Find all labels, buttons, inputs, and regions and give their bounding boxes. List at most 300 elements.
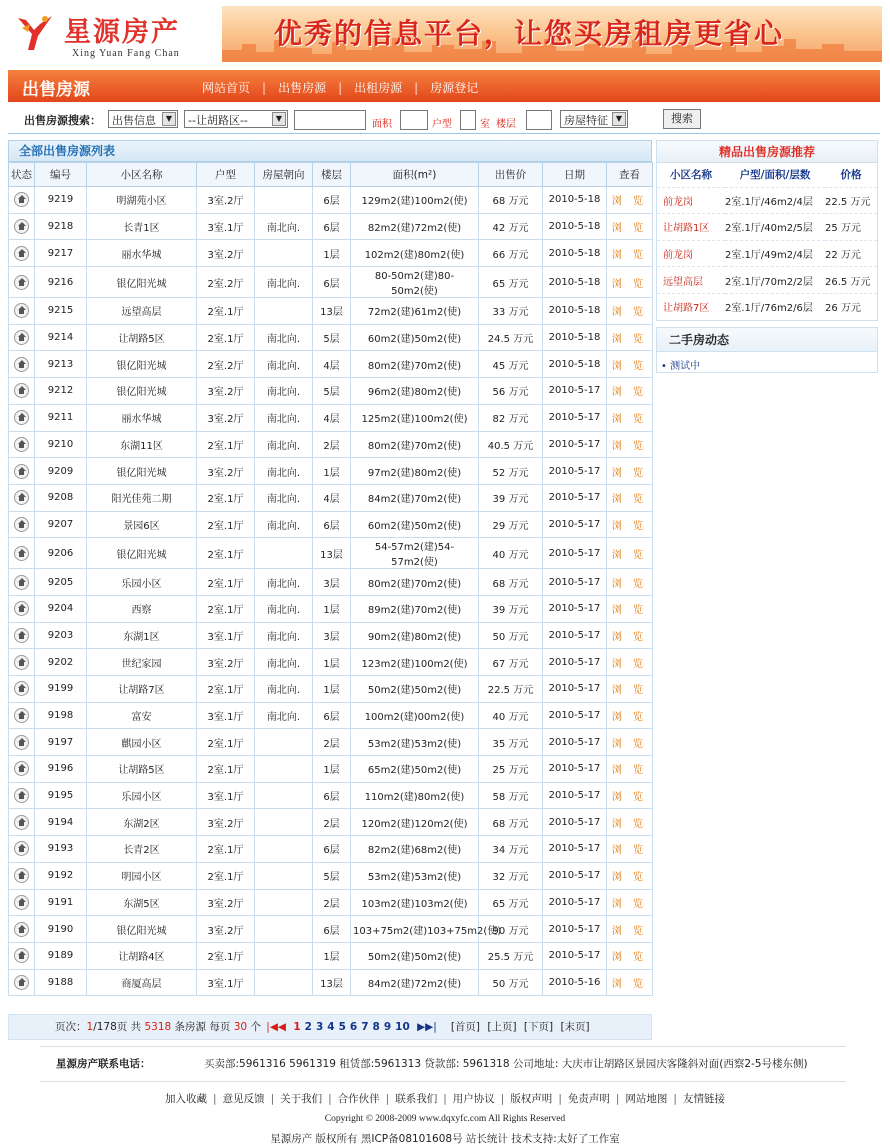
cell-dir: 南北向. — [255, 378, 313, 405]
cell-price: 39 万元 — [479, 484, 543, 511]
cell-area: 60m2(建)50m2(使) — [351, 511, 479, 538]
cell-date: 2010-5-17 — [543, 862, 607, 889]
status-cell — [9, 404, 35, 431]
view-cell — [607, 622, 653, 649]
cell-area: 123m2(建)100m2(使) — [351, 649, 479, 676]
view-cell — [607, 351, 653, 378]
view-link[interactable]: 浏 览 — [611, 334, 648, 346]
nav-link-rent[interactable]: 出租房源 — [354, 81, 403, 95]
cell-id: 9209 — [35, 458, 87, 485]
view-link[interactable]: 浏 览 — [611, 898, 648, 910]
view-link[interactable]: 浏 览 — [611, 952, 648, 964]
footer-separator: | — [270, 1093, 275, 1105]
cell-date: 2010-5-16 — [543, 969, 607, 996]
view-link[interactable]: 浏 览 — [611, 223, 648, 235]
status-cell — [9, 916, 35, 943]
pager-first[interactable]: [首页] — [450, 1021, 481, 1033]
footer-link[interactable]: 联系我们 — [395, 1093, 438, 1105]
cell-price: 90 万元 — [479, 916, 543, 943]
house-icon — [14, 383, 29, 398]
cell-date: 2010-5-17 — [543, 889, 607, 916]
chevron-down-icon: ▼ — [272, 112, 286, 126]
cell-type: 2室.1厅 — [197, 595, 255, 622]
cell-id: 9212 — [35, 378, 87, 405]
view-cell — [607, 240, 653, 267]
house-icon — [14, 219, 29, 234]
footer-link[interactable]: 用户协议 — [452, 1093, 495, 1105]
house-icon — [14, 410, 29, 425]
status-cell — [9, 649, 35, 676]
listing-table — [8, 162, 653, 996]
cell-type: 2室.1厅 — [197, 836, 255, 863]
cell-type: 2室.1厅 — [197, 431, 255, 458]
status-cell — [9, 595, 35, 622]
view-link[interactable]: 浏 览 — [611, 631, 648, 643]
view-link[interactable]: 浏 览 — [611, 387, 648, 399]
cell-date: 2010-5-17 — [543, 511, 607, 538]
table-row — [9, 431, 653, 458]
listing-rows — [9, 187, 653, 996]
cell-price: 58 万元 — [479, 782, 543, 809]
view-link[interactable]: 浏 览 — [611, 818, 648, 830]
table-row — [9, 351, 653, 378]
view-link[interactable]: 浏 览 — [611, 872, 648, 884]
table-row — [9, 511, 653, 538]
house-icon — [14, 575, 29, 590]
cell-price: 45 万元 — [479, 351, 543, 378]
cell-dir: 南北向. — [255, 569, 313, 596]
cell-price: 34 万元 — [479, 836, 543, 863]
col-type: 户型 — [197, 163, 255, 187]
cell-date: 2010-5-17 — [543, 595, 607, 622]
nav-separator: | — [338, 81, 343, 95]
last-page-icon[interactable]: ▶▶| — [417, 1021, 437, 1033]
view-link[interactable]: 浏 览 — [611, 307, 648, 319]
type-select[interactable] — [108, 110, 178, 128]
cell-name: 银亿阳光城 — [87, 351, 197, 378]
cell-name: 东湖5区 — [87, 889, 197, 916]
cell-date: 2010-5-17 — [543, 702, 607, 729]
cell-floor: 2层 — [313, 809, 351, 836]
status-cell — [9, 511, 35, 538]
table-row — [9, 622, 653, 649]
cell-type: 2室.1厅 — [197, 569, 255, 596]
nav-link-register[interactable]: 房源登记 — [430, 81, 479, 95]
cell-type: 2室.1厅 — [197, 298, 255, 325]
view-link[interactable]: 浏 览 — [611, 549, 648, 561]
table-header-row — [9, 163, 653, 187]
view-link[interactable]: 浏 览 — [611, 520, 648, 532]
view-cell — [607, 213, 653, 240]
table-row — [9, 538, 653, 569]
view-link[interactable]: 浏 览 — [611, 685, 648, 697]
view-cell — [607, 676, 653, 703]
rec-name-link[interactable]: 让胡路7区 — [657, 293, 725, 320]
view-link[interactable]: 浏 览 — [611, 738, 648, 750]
page-number-link[interactable]: 10 — [395, 1021, 410, 1033]
cell-price: 68 万元 — [479, 569, 543, 596]
rec-info: 2室.1厅/49m2/4层 — [725, 240, 825, 267]
cell-area: 80m2(建)70m2(使) — [351, 569, 479, 596]
cell-id: 9202 — [35, 649, 87, 676]
view-link[interactable]: 浏 览 — [611, 925, 648, 937]
cell-id: 9191 — [35, 889, 87, 916]
cell-name: 银亿阳光城 — [87, 916, 197, 943]
cell-dir: 南北向. — [255, 676, 313, 703]
cell-name: 让胡路5区 — [87, 756, 197, 783]
cell-price: 68 万元 — [479, 187, 543, 214]
house-icon — [14, 655, 29, 670]
room-label: 户型 — [432, 119, 452, 130]
cell-date: 2010-5-17 — [543, 569, 607, 596]
contact-label: 星源房产联系电话： — [56, 1058, 151, 1070]
cell-floor: 3层 — [313, 569, 351, 596]
cell-name: 乐园小区 — [87, 782, 197, 809]
cell-type: 3室.2厅 — [197, 404, 255, 431]
table-row — [9, 782, 653, 809]
view-cell — [607, 916, 653, 943]
cell-name: 让胡路4区 — [87, 942, 197, 969]
cell-type: 3室.2厅 — [197, 458, 255, 485]
recommend-row — [657, 293, 877, 320]
cell-dir — [255, 782, 313, 809]
view-link[interactable]: 浏 览 — [611, 605, 648, 617]
cell-floor: 4层 — [313, 484, 351, 511]
cell-area: 125m2(建)100m2(使) — [351, 404, 479, 431]
cell-name: 东湖11区 — [87, 431, 197, 458]
rec-col-info: 户型/面积/层数 — [739, 169, 811, 182]
pager-per-page: 30 — [233, 1021, 248, 1033]
table-row — [9, 809, 653, 836]
cell-name: 银亿阳光城 — [87, 458, 197, 485]
view-cell — [607, 595, 653, 622]
cell-dir — [255, 889, 313, 916]
cell-name: 银亿阳光城 — [87, 267, 197, 298]
cell-date: 2010-5-17 — [543, 942, 607, 969]
view-link[interactable]: 浏 览 — [611, 845, 648, 857]
view-link[interactable]: 浏 览 — [611, 196, 648, 208]
cell-date: 2010-5-18 — [543, 324, 607, 351]
cell-name: 让胡路5区 — [87, 324, 197, 351]
cell-name: 西察 — [87, 595, 197, 622]
rec-info: 2室.1厅/40m2/5层 — [725, 214, 825, 241]
page-number-link[interactable]: 4 — [327, 1021, 335, 1033]
view-link[interactable]: 浏 览 — [611, 712, 648, 724]
status-cell — [9, 569, 35, 596]
house-icon — [14, 841, 29, 856]
view-link[interactable]: 浏 览 — [611, 278, 648, 290]
view-link[interactable]: 浏 览 — [611, 360, 648, 372]
cell-floor: 6层 — [313, 267, 351, 298]
pagination — [8, 1014, 652, 1040]
house-icon — [14, 681, 29, 696]
status-cell — [9, 324, 35, 351]
footer-link[interactable]: 版权声明 — [510, 1093, 553, 1105]
view-link[interactable]: 浏 览 — [611, 658, 648, 670]
view-cell — [607, 378, 653, 405]
status-cell — [9, 538, 35, 569]
cell-dir — [255, 240, 313, 267]
status-cell — [9, 729, 35, 756]
cell-floor: 1层 — [313, 595, 351, 622]
cell-type: 3室.1厅 — [197, 702, 255, 729]
rec-info: 2室.1厅/70m2/2层 — [725, 267, 825, 294]
cell-dir: 南北向. — [255, 458, 313, 485]
cell-id: 9193 — [35, 836, 87, 863]
cell-dir — [255, 298, 313, 325]
house-icon — [14, 330, 29, 345]
cell-floor: 6层 — [313, 702, 351, 729]
cell-id: 9195 — [35, 782, 87, 809]
cell-id: 9197 — [35, 729, 87, 756]
cell-date: 2010-5-18 — [543, 187, 607, 214]
cell-dir — [255, 969, 313, 996]
cell-name: 景园6区 — [87, 511, 197, 538]
cell-floor: 6层 — [313, 511, 351, 538]
cell-dir: 南北向. — [255, 404, 313, 431]
cell-name: 富安 — [87, 702, 197, 729]
page-number-link[interactable]: 9 — [383, 1021, 392, 1033]
cell-id: 9210 — [35, 431, 87, 458]
status-cell — [9, 836, 35, 863]
cell-price: 67 万元 — [479, 649, 543, 676]
news-title: 二手房动态 — [657, 328, 877, 352]
cell-name: 东湖1区 — [87, 622, 197, 649]
page-number-link[interactable]: 6 — [349, 1021, 358, 1033]
cell-type: 2室.1厅 — [197, 538, 255, 569]
cell-dir: 南北向. — [255, 595, 313, 622]
cell-id: 9219 — [35, 187, 87, 214]
view-cell — [607, 942, 653, 969]
navbar — [8, 70, 880, 102]
view-link[interactable]: 浏 览 — [611, 978, 648, 990]
floor-input[interactable] — [526, 110, 552, 130]
cell-floor: 1层 — [313, 649, 351, 676]
first-page-icon[interactable]: |◀◀ — [266, 1021, 286, 1033]
footer-link[interactable]: 关于我们 — [280, 1093, 323, 1105]
cell-floor: 5层 — [313, 378, 351, 405]
cell-type: 3室.1厅 — [197, 622, 255, 649]
cell-name: 让胡路7区 — [87, 676, 197, 703]
house-icon — [14, 922, 29, 937]
footer-link[interactable]: 合作伙伴 — [337, 1093, 380, 1105]
footer-link[interactable]: 加入收藏 — [165, 1093, 208, 1105]
page-number-link[interactable]: 8 — [372, 1021, 380, 1033]
cell-floor: 6层 — [313, 213, 351, 240]
view-cell — [607, 969, 653, 996]
col-view: 查看 — [607, 163, 653, 187]
table-row — [9, 702, 653, 729]
table-row — [9, 862, 653, 889]
cell-dir — [255, 862, 313, 889]
view-cell — [607, 267, 653, 298]
cell-area: 72m2(建)61m2(使) — [351, 298, 479, 325]
cell-id: 9190 — [35, 916, 87, 943]
nav-link-sale[interactable]: 出售房源 — [278, 81, 327, 95]
view-cell — [607, 431, 653, 458]
rec-name-link[interactable]: 远望高层 — [657, 267, 725, 294]
cell-dir — [255, 916, 313, 943]
view-link[interactable]: 浏 览 — [611, 792, 648, 804]
house-icon — [14, 895, 29, 910]
cell-floor: 13层 — [313, 538, 351, 569]
recommend-table — [657, 163, 877, 320]
search-label: 出售房源搜索： — [24, 114, 101, 127]
cell-floor: 13层 — [313, 969, 351, 996]
rec-info: 2室.1厅/76m2/6层 — [725, 293, 825, 320]
view-link[interactable]: 浏 览 — [611, 494, 648, 506]
keyword-input[interactable] — [294, 110, 366, 130]
col-price: 出售价 — [479, 163, 543, 187]
view-cell — [607, 729, 653, 756]
pager-page-unit: 页 共 — [116, 1021, 142, 1033]
cell-date: 2010-5-18 — [543, 298, 607, 325]
pager-last[interactable]: [末页] — [560, 1021, 590, 1033]
cell-type: 2室.1厅 — [197, 729, 255, 756]
pager-current: 1 — [86, 1021, 94, 1033]
cell-price: 29 万元 — [479, 511, 543, 538]
house-icon — [14, 437, 29, 452]
status-cell — [9, 240, 35, 267]
area-input[interactable] — [400, 110, 428, 130]
news-item[interactable]: • 测试中 — [661, 360, 701, 372]
cell-id: 9217 — [35, 240, 87, 267]
pager-prev[interactable]: [上页] — [487, 1021, 517, 1033]
page-number-link[interactable]: 7 — [361, 1021, 369, 1033]
view-link[interactable]: 浏 览 — [611, 467, 648, 479]
cell-id: 9207 — [35, 511, 87, 538]
cell-id: 9204 — [35, 595, 87, 622]
pager-total: /178 — [93, 1021, 117, 1033]
search-button[interactable]: 搜索 — [663, 109, 701, 129]
recommend-header-row — [657, 163, 877, 187]
cell-name: 商厦高层 — [87, 969, 197, 996]
cell-name: 长青2区 — [87, 836, 197, 863]
view-link[interactable]: 浏 览 — [611, 440, 648, 452]
footer-link[interactable]: 友情链接 — [682, 1093, 725, 1105]
view-cell — [607, 782, 653, 809]
cell-id: 9203 — [35, 622, 87, 649]
status-cell — [9, 431, 35, 458]
cell-type: 2室.2厅 — [197, 267, 255, 298]
footer-separator: | — [615, 1093, 620, 1105]
room-input[interactable] — [460, 110, 476, 130]
nav-link-home[interactable]: 网站首页 — [202, 81, 251, 95]
page-number-link[interactable]: 1 — [293, 1021, 301, 1033]
status-cell — [9, 862, 35, 889]
cell-area: 54-57m2(建)54-57m2(使) — [351, 538, 479, 569]
col-id: 编号 — [35, 163, 87, 187]
cell-name: 明湖苑小区 — [87, 187, 197, 214]
footer-link[interactable]: 免责声明 — [567, 1093, 610, 1105]
table-row — [9, 676, 653, 703]
status-cell — [9, 351, 35, 378]
view-link[interactable]: 浏 览 — [611, 249, 648, 261]
view-cell — [607, 836, 653, 863]
rec-info: 2室.1厅/46m2/4层 — [725, 187, 825, 214]
status-cell — [9, 702, 35, 729]
logo[interactable] — [14, 6, 214, 62]
house-icon — [14, 628, 29, 643]
nav-separator: | — [414, 81, 419, 95]
house-icon — [14, 490, 29, 505]
road-select[interactable] — [184, 110, 288, 128]
cell-type: 2室.1厅 — [197, 324, 255, 351]
cell-date: 2010-5-18 — [543, 240, 607, 267]
view-cell — [607, 569, 653, 596]
page-number-link[interactable]: 2 — [304, 1021, 312, 1033]
page-number-link[interactable]: 3 — [315, 1021, 324, 1033]
cell-date: 2010-5-17 — [543, 676, 607, 703]
pager-next[interactable]: [下页] — [523, 1021, 554, 1033]
page-number-link[interactable]: 5 — [338, 1021, 346, 1033]
cell-price: 40.5 万元 — [479, 431, 543, 458]
page-numbers — [291, 1021, 411, 1033]
rec-name-link[interactable]: 前龙岗 — [657, 240, 725, 267]
banner — [222, 6, 882, 62]
cell-type: 2室.1厅 — [197, 484, 255, 511]
pager-prefix: 页次： — [55, 1021, 87, 1033]
news-box — [656, 327, 878, 373]
cell-dir: 南北向. — [255, 351, 313, 378]
cell-price: 25 万元 — [479, 756, 543, 783]
cell-id: 9188 — [35, 969, 87, 996]
floor-label: 楼层 — [496, 119, 516, 130]
cell-type: 2室.2厅 — [197, 351, 255, 378]
table-row — [9, 404, 653, 431]
cell-id: 9196 — [35, 756, 87, 783]
view-cell — [607, 324, 653, 351]
cell-area: 53m2(建)53m2(使) — [351, 862, 479, 889]
cell-floor: 6层 — [313, 782, 351, 809]
cell-type: 3室.2厅 — [197, 649, 255, 676]
footer-link[interactable]: 意见反馈 — [222, 1093, 265, 1105]
cell-date: 2010-5-17 — [543, 378, 607, 405]
footer-separator: | — [443, 1093, 447, 1105]
cell-name: 麒园小区 — [87, 729, 197, 756]
house-icon — [14, 517, 29, 532]
cell-dir: 南北向. — [255, 511, 313, 538]
logo-name-en: Xing Yuan Fang Chan — [72, 48, 180, 59]
feature-select[interactable] — [560, 110, 628, 128]
view-link[interactable]: 浏 览 — [611, 765, 648, 777]
view-link[interactable]: 浏 览 — [611, 578, 648, 590]
cell-price: 24.5 万元 — [479, 324, 543, 351]
logo-name-cn: 星源房产 — [64, 17, 180, 48]
status-cell — [9, 187, 35, 214]
cell-date: 2010-5-17 — [543, 782, 607, 809]
status-cell — [9, 782, 35, 809]
rec-name-link[interactable]: 前龙岗 — [657, 187, 725, 214]
footer-separator: | — [328, 1093, 332, 1105]
footer-link[interactable]: 网站地图 — [625, 1093, 668, 1105]
view-cell — [607, 187, 653, 214]
cell-id: 9213 — [35, 351, 87, 378]
cell-floor: 4层 — [313, 351, 351, 378]
view-link[interactable]: 浏 览 — [611, 414, 648, 426]
cell-price: 65 万元 — [479, 889, 543, 916]
house-icon — [14, 788, 29, 803]
cell-area: 53m2(建)53m2(使) — [351, 729, 479, 756]
cell-type: 3室.2厅 — [197, 916, 255, 943]
cell-price: 50 万元 — [479, 969, 543, 996]
view-cell — [607, 404, 653, 431]
cell-name: 远望高层 — [87, 298, 197, 325]
rec-name-link[interactable]: 让胡路1区 — [657, 214, 725, 241]
cell-area: 129m2(建)100m2(使) — [351, 187, 479, 214]
table-row — [9, 756, 653, 783]
col-date: 日期 — [543, 163, 607, 187]
